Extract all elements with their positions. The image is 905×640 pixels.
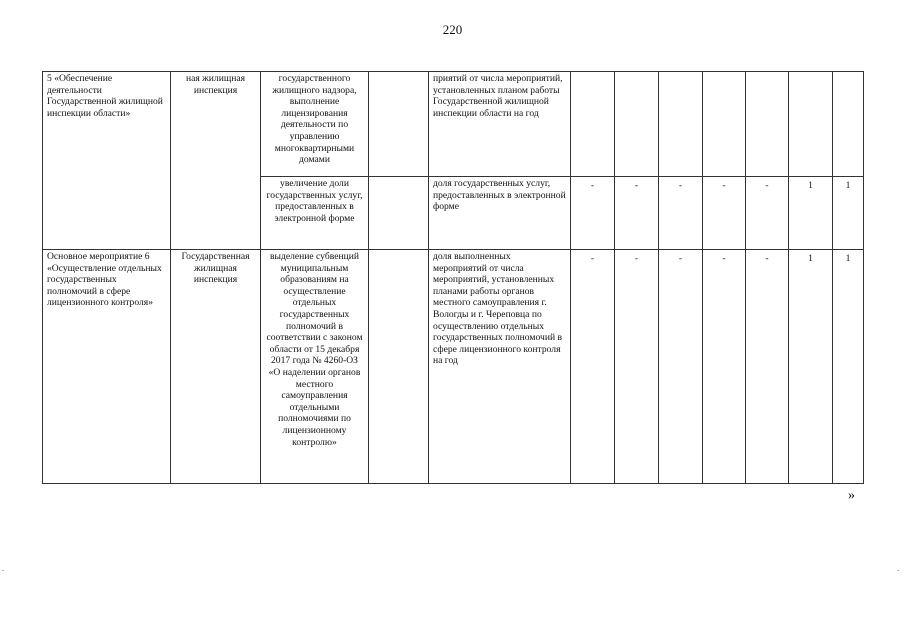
value-cell: [659, 72, 703, 177]
value-cell: -: [615, 250, 659, 484]
value-cell: 1: [833, 177, 864, 250]
value-cell: -: [703, 177, 746, 250]
indicator-cell: приятий от числа мероприятий, установленных планом работы Государственной жилищной инспекции области на год: [429, 72, 571, 177]
value-cell: 1: [789, 250, 833, 484]
value-cell: -: [746, 250, 789, 484]
value-cell: -: [659, 250, 703, 484]
value-cell: [615, 72, 659, 177]
value-cell: [833, 72, 864, 177]
executor-cell: ная жилищная инспекция: [171, 72, 261, 250]
program-table: [42, 71, 864, 484]
value-cell: -: [659, 177, 703, 250]
empty-cell: [369, 177, 429, 250]
task-cell: государственного жилищного надзора, выполнение лицензирования деятельности по управлению многоквартирными домами: [261, 72, 369, 177]
right-margin-mark: -: [897, 566, 900, 574]
executor-cell: Государственная жилищная инспекция: [171, 250, 261, 484]
empty-cell: [369, 72, 429, 177]
left-margin-mark: -: [2, 566, 5, 574]
task-cell: выделение субвенций муниципальным образованиям на осуществление отдельных государственных полномочий в соответствии с законом области от 15 декабря 2017 года № 4260-ОЗ «О наделении органов местного самоуправления отдельными полномочиями по лицензионному контролю»: [261, 250, 369, 484]
value-cell: -: [615, 177, 659, 250]
page-number: 220: [442, 22, 463, 37]
task-cell: увеличение доли государственных услуг, предоставленных в электронной форме: [261, 177, 369, 250]
continuation-mark: »: [848, 488, 855, 503]
value-cell: [571, 72, 615, 177]
empty-cell: [369, 250, 429, 484]
table-row: [43, 250, 864, 484]
value-cell: [703, 72, 746, 177]
table-row: [43, 72, 864, 177]
indicator-cell: доля выполненных мероприятий от числа мероприятий, установленных планами работы органов местного самоуправления г. Вологды и г. Череповца по осуществлению отдельных государственных полномочий в сфере лицензионного контроля на год: [429, 250, 571, 484]
value-cell: 1: [789, 177, 833, 250]
value-cell: -: [571, 177, 615, 250]
activity-name-cell: 5 «Обеспечение деятельности Государственной жилищной инспекции области»: [43, 72, 171, 250]
activity-name-cell: Основное мероприятие 6 «Осуществление отдельных государственных полномочий в сфере лицензионного контроля»: [43, 250, 171, 484]
indicator-cell: доля государственных услуг, предоставленных в электронной форме: [429, 177, 571, 250]
value-cell: [746, 72, 789, 177]
value-cell: -: [703, 250, 746, 484]
value-cell: [789, 72, 833, 177]
value-cell: 1: [833, 250, 864, 484]
value-cell: -: [746, 177, 789, 250]
value-cell: -: [571, 250, 615, 484]
